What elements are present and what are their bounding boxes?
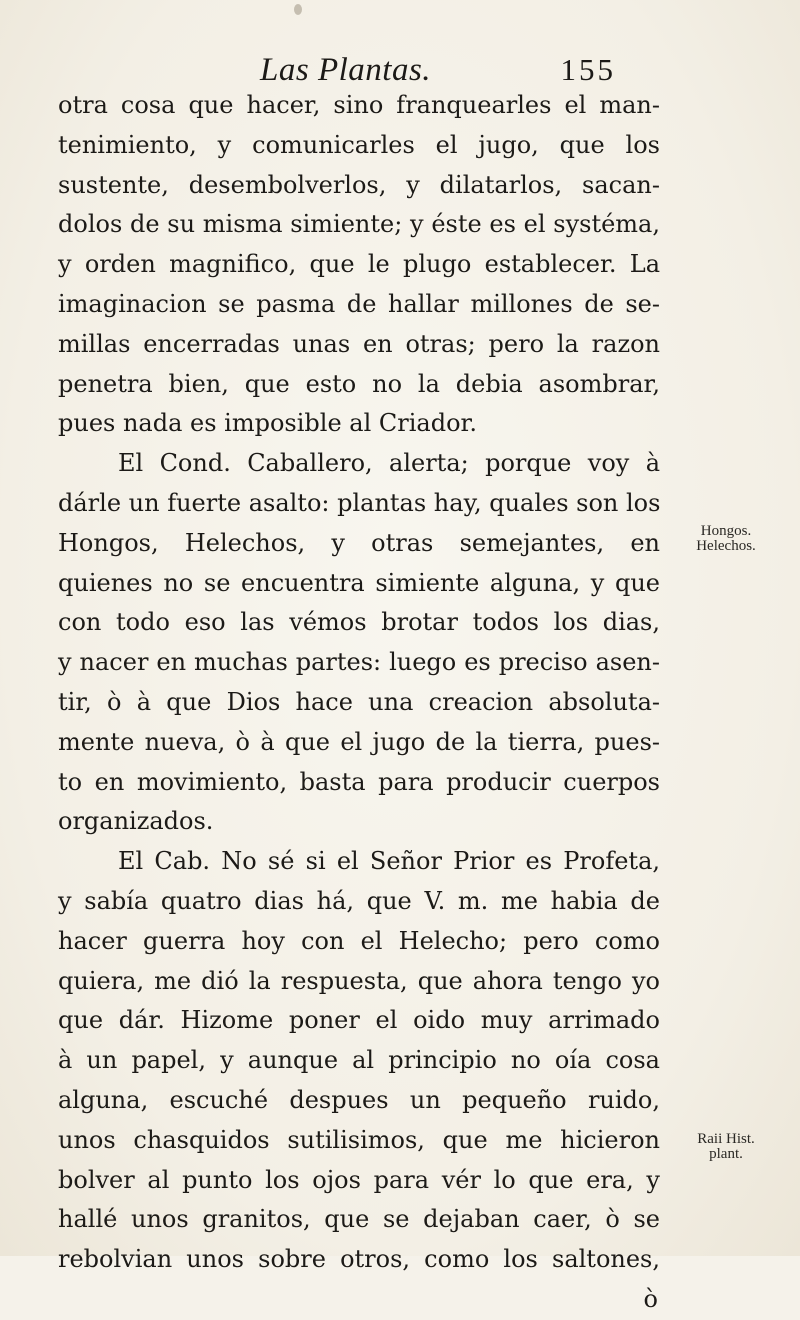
text-line: y orden magnifico, que le plugo establecer. La [58,250,660,279]
paragraph-end-line: organizados. [58,807,214,836]
text-line: y nacer en muchas partes: luego es preciso asen- [58,648,660,677]
text-line: Hongos, Helechos, y otras semejantes, en [58,528,660,557]
running-head-title: Las Plantas. [260,52,432,88]
text-line: quienes no se encuentra simiente alguna, y que [58,568,660,597]
text-line: mente nueva, ò à que el jugo de la tierra, pues- [58,727,660,756]
paragraph-end-line: pues nada es imposible al Criador. [58,409,478,438]
margin-note-raii [678,1132,774,1162]
text-line: hallé unos granitos, que se dejaban caer, ò se [58,1205,660,1234]
text-line: con todo eso las vémos brotar todos los dias, [58,608,660,637]
text-line: bolver al punto los ojos para vér lo que era, y [58,1165,660,1194]
speaker-line-cond: El Cond. Caballero, alerta; porque voy à [118,449,660,478]
text-line: y sabía quatro dias há, que V. m. me habia de [58,886,660,915]
catchword: ò [643,1284,658,1313]
text-line: rebolvian unos sobre otros, como los saltones, [58,1245,660,1274]
text-line: dárle un fuerte asalto: plantas hay, quales son los [58,488,661,517]
margin-note-line: Raii Hist. [697,1131,755,1147]
text-line: dolos de su misma simiente; y éste es el systéma, [58,210,660,239]
margin-note-line: Hongos. [700,523,752,539]
text-line: alguna, escuché despues un pequeño ruido, [58,1085,660,1114]
text-line: penetra bien, que esto no la debia asombrar, [58,369,660,398]
text-line: to en movimiento, basta para producir cuerpos [58,767,660,796]
speaker-line-cab: El Cab. No sé si el Señor Prior es Profeta, [118,847,660,876]
page-number: 155 [560,52,616,87]
text-line: unos chasquidos sutilisimos, que me hicieron [58,1125,660,1154]
text-line: à un papel, y aunque al principio no oía cosa [58,1046,660,1075]
text-line: que dár. Hizome poner el oido muy arrimado [58,1006,660,1035]
margin-note-line: Helechos. [696,538,756,554]
page-blemish [294,4,302,15]
text-line: hacer guerra hoy con el Helecho; pero como [58,926,660,955]
text-line: imaginacion se pasma de hallar millones de se- [58,289,660,318]
text-line: millas encerradas unas en otras; pero la razon [58,329,660,358]
body-text [58,86,660,1320]
text-line: otra cosa que hacer, sino franquearles el man- [58,91,660,119]
margin-note-hongos [678,524,774,554]
text-line: quiera, me dió la respuesta, que ahora tengo yo [58,966,660,995]
margin-note-line: plant. [709,1146,743,1162]
text-line: tir, ò à que Dios hace una creacion absoluta- [58,687,660,716]
text-line: sustente, desembolverlos, y dilatarlos, sacan- [58,170,660,199]
text-line: tenimiento, y comunicarles el jugo, que los [58,130,660,159]
